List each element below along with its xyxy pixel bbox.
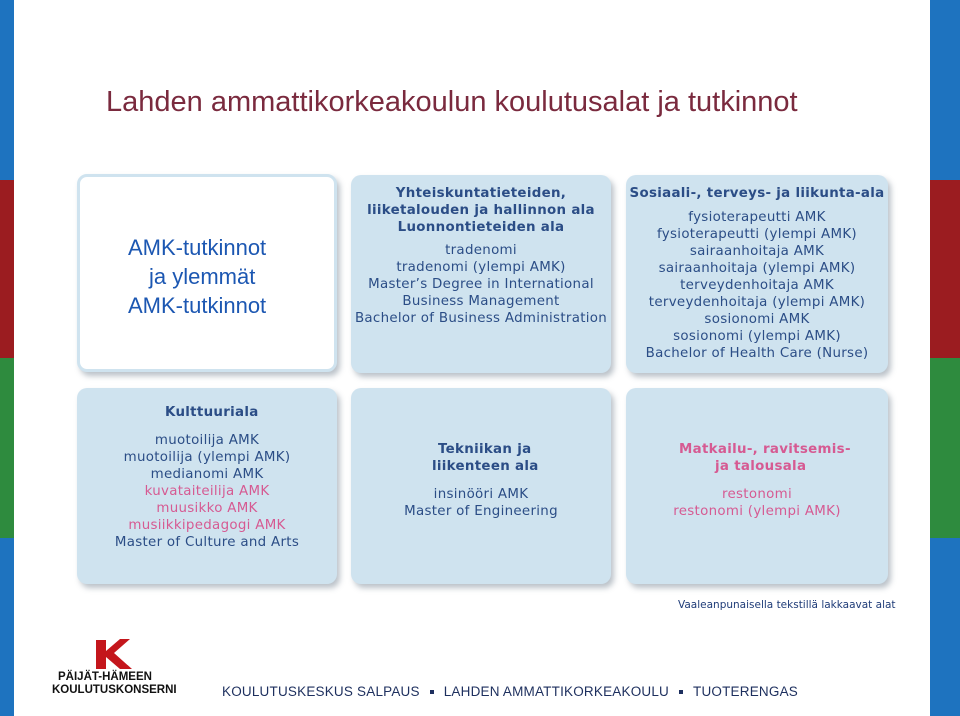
amk-line: ja ylemmät [149,264,256,289]
right-stripe-green [930,358,960,538]
degree-item: insinööri AMK [433,487,529,502]
degree-item: medianomi AMK [150,467,264,482]
degree-item: muotoilija AMK [154,433,260,448]
degree-item: sosionomi (ylempi AMK) [673,329,841,344]
card-tourism [626,388,888,584]
degree-item: Master of Engineering [404,504,558,519]
right-stripe-blue-bottom [930,538,960,716]
degree-item-discontinued: muusikko AMK [156,501,258,516]
amk-line: AMK-tutkinnot [128,293,267,318]
degree-item-discontinued: restonomi (ylempi AMK) [673,504,841,519]
discontinued-note: Vaaleanpunaisella tekstillä lakkaavat alat [678,599,896,611]
logo-line-2: KOULUTUSKONSERNI [52,684,177,696]
footer-item: KOULUTUSKESKUS SALPAUS [222,684,420,699]
amk-line: AMK-tutkinnot [128,235,267,260]
card-heading: liikenteen ala [432,459,539,474]
card-heading: Yhteiskuntatieteiden, [395,186,567,201]
page-title: Lahden ammattikorkeakoulun koulutusalat ja tutkinnot [106,86,798,118]
bullet-separator-icon [430,690,434,694]
card-social-health [626,175,888,373]
right-stripe-blue [930,0,960,180]
left-stripe-blue [0,0,14,180]
logo [52,637,182,697]
card-business [351,175,611,373]
degree-item: Master of Culture and Arts [114,535,300,550]
card-heading: Sosiaali-, terveys- ja liikunta-ala [629,186,885,201]
degree-item: Business Management [402,294,560,309]
degree-item: fysioterapeutti AMK [688,210,826,225]
logo-line-1: PÄIJÄT-HÄMEEN [58,671,152,683]
degree-item: Master’s Degree in International [368,277,594,292]
amk-degrees-box [77,174,337,372]
degree-item: fysioterapeutti (ylempi AMK) [657,227,857,242]
left-stripe-green [0,358,14,538]
card-technology [351,388,611,584]
degree-item: muotoilija (ylempi AMK) [123,450,291,465]
card-heading: Kulttuuriala [165,405,259,420]
degree-item: terveydenhoitaja AMK [680,278,834,293]
degree-item: tradenomi (ylempi AMK) [396,260,566,275]
card-heading: Tekniikan ja [438,442,532,457]
degree-item: Bachelor of Business Administration [354,311,608,326]
bullet-separator-icon [679,690,683,694]
k-logo-icon [90,637,136,671]
card-heading: ja talousala [715,459,807,474]
left-stripe-blue-bottom [0,538,14,716]
right-stripe-red [930,180,960,358]
degree-item-discontinued: kuvataiteilija AMK [144,484,270,499]
degree-item: sairaanhoitaja (ylempi AMK) [658,261,856,276]
degree-item-discontinued: musiikkipedagogi AMK [128,518,286,533]
footer-bar [222,684,798,699]
card-heading: Luonnontieteiden ala [397,220,565,235]
degree-item-discontinued: restonomi [721,487,792,502]
degree-item: sosionomi AMK [704,312,810,327]
degree-item: sairaanhoitaja AMK [689,244,825,259]
card-culture [77,388,337,584]
degree-item: tradenomi [445,243,517,258]
left-stripe-red [0,180,14,358]
footer-item: LAHDEN AMMATTIKORKEAKOULU [443,684,670,699]
degree-item: Bachelor of Health Care (Nurse) [645,346,869,361]
degree-item: terveydenhoitaja (ylempi AMK) [648,295,866,310]
card-heading: Matkailu-, ravitsemis- [679,442,851,457]
card-heading: liiketalouden ja hallinnon ala [367,203,595,218]
footer-item: TUOTERENGAS [693,684,798,699]
